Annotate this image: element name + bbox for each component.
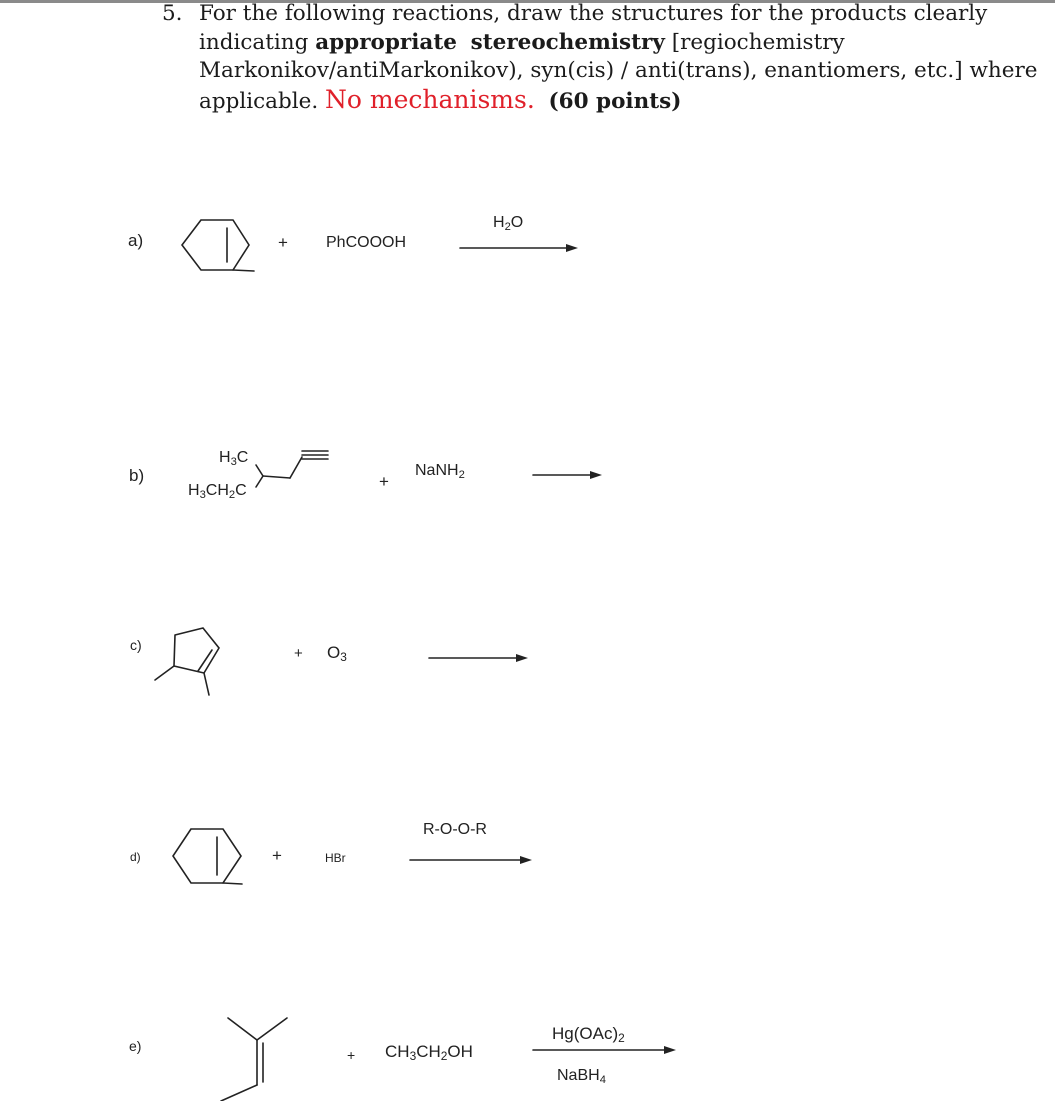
- reaction-a-arrowhead: [566, 244, 578, 252]
- reaction-b-arrowhead: [590, 471, 602, 479]
- reaction-e-arrowhead: [664, 1046, 676, 1054]
- reaction-e-label: e): [129, 1038, 142, 1054]
- reaction-e-alkene: [221, 1018, 287, 1101]
- reaction-c-label: c): [130, 637, 142, 653]
- reaction-c-plus: +: [294, 645, 303, 662]
- reaction-e-reagent: $CH_3CH_2OH$: [385, 1042, 473, 1063]
- reaction-d-condition: R-O-O-R: [423, 821, 487, 838]
- reaction-c-arrowhead: [516, 654, 528, 662]
- reaction-d-cyclohexene: [173, 829, 242, 884]
- reaction-c-reagent: $O_3$: [327, 643, 347, 664]
- reaction-a-reagent: PhCOOOH: [326, 234, 407, 251]
- reaction-d-arrowhead: [520, 856, 532, 864]
- reaction-b-plus: +: [379, 472, 389, 491]
- bold-appropriate: appropriate: [315, 29, 457, 55]
- reaction-e-plus: +: [347, 1047, 356, 1063]
- reaction-e-condition-bottom: NaBH$_4$: [557, 1067, 606, 1086]
- no-mechanisms-note: No mechanisms.: [325, 84, 535, 114]
- reaction-b-reagent: NaNH$_2$: [415, 462, 465, 481]
- question-number: 5.: [162, 1, 183, 26]
- question-mid: [regiochemistry Markonikov/antiMarkonikov), syn(cis) / anti(trans), enantiomers, etc.] where applicable.: [199, 29, 1038, 114]
- reaction-b-alkyne: [256, 451, 328, 487]
- reaction-c-cyclopentene: [155, 628, 219, 695]
- reaction-d-label: d): [130, 850, 141, 864]
- bold-stereochemistry: stereochemistry: [470, 29, 665, 55]
- reaction-d-plus: +: [272, 846, 282, 865]
- reaction-b-ethyl-group: $H_3CH_2C$: [188, 482, 247, 501]
- reaction-e-condition-top: $Hg(OAc)_2$: [552, 1024, 625, 1045]
- reaction-a-plus: +: [278, 233, 288, 252]
- reaction-a-label: a): [128, 231, 144, 250]
- reaction-a-cyclohexene: [182, 220, 254, 271]
- question-intro: For the following reactions, draw the structures for the products clearly indicating: [199, 1, 988, 55]
- points-label: (60 points): [548, 88, 682, 114]
- reaction-b-label: b): [129, 466, 145, 485]
- reaction-a-condition: $H_2O$: [493, 214, 524, 233]
- reaction-d-reagent: HBr: [325, 851, 346, 865]
- reaction-b-methyl-group: $H_3C$: [219, 449, 249, 468]
